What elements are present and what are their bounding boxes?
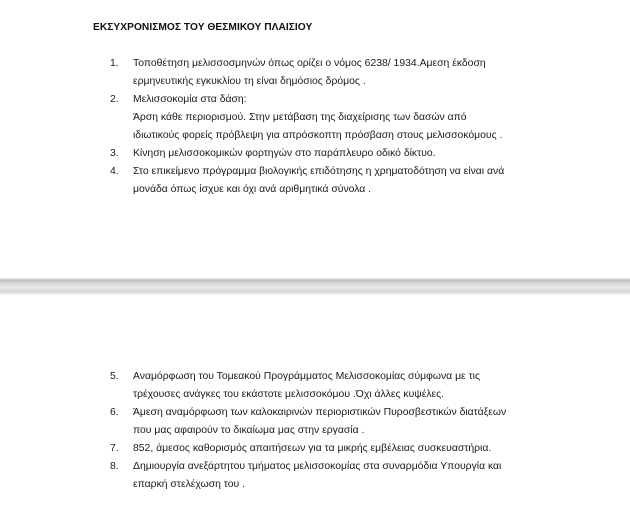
list-item-number: 6. [110, 407, 119, 418]
list-item-number: 5. [110, 371, 119, 382]
page-break-separator [0, 278, 630, 296]
list-item-text-line: Μελισσοκομία στα δάση: [133, 94, 247, 105]
list-item-text-line: ιδιωτικούς φορείς πρόβλεψη για απρόσκοπτη πρόσβαση στους μελισσοκόμους . [133, 130, 503, 141]
list-item-text-line: Άμεση αναμόρφωση των καλοκαιρινών περιοριστικών Πυροσβεστικών διατάξεων [133, 407, 507, 418]
list-item-text-line: 852, άμεσος καθορισμός απαιτήσεων για τα μικρής εμβέλειας συσκευαστήρια. [133, 443, 492, 454]
list-item-number: 3. [110, 148, 119, 159]
list-item-text-line: Δημιουργία ανεξάρτητου τμήματος μελισσοκομίας στα συναρμόδια Υπουργία και [133, 461, 502, 472]
list-item-number: 1. [110, 58, 119, 69]
list-item-text-line: Στο επικείμενο πρόγραμμα βιολογικής επιδότησης η χρηματοδότηση να είναι ανά [133, 166, 505, 177]
list-item-text-line: Αναμόρφωση του Τομεακού Προγράμματος Μελισσοκομίας σύμφωνα με τις [133, 371, 480, 382]
list-item-number: 2. [110, 94, 119, 105]
list-item-text-line: ερμηνευτικής εγκυκλίου τη είναι δημόσιος δρόμος . [133, 76, 366, 87]
list-item-number: 8. [110, 461, 119, 472]
list-item-text-line: Τοποθέτηση μελισσοσμηνών όπως ορίζει ο νόμος 6238/ 1934.Αμεση έκδοση [133, 58, 486, 69]
list-item-number: 4. [110, 166, 119, 177]
list-item-number: 7. [110, 443, 119, 454]
list-item-text-line: τρέχουσες ανάγκες του εκάστοτε μελισσοκόμου .Όχι άλλες κυψέλες. [133, 389, 445, 400]
list-item-text-line: που μας αφαιρούν το δικαίωμα μας στην εργασία . [133, 425, 365, 436]
list-item-text-line: Κίνηση μελισσοκομικών φορτηγών στο παράπλευρο οδικό δίκτυο. [133, 148, 436, 159]
list-item-text-line: Άρση κάθε περιορισμού. Στην μετάβαση της διαχείρισης των δασών από [133, 112, 467, 123]
list-item-text-line: μονάδα όπως ίσχυε και όχι ανά αριθμητικά σύνολα . [133, 184, 372, 195]
list-item-text-line: επαρκή στελέχωση του . [133, 479, 245, 490]
document-page-2 [0, 296, 630, 516]
section-heading: ΕΚΣΥΧΡΟΝΙΣΜΟΣ ΤΟΥ ΘΕΣΜΙΚΟΥ ΠΛΑΙΣΙΟΥ [93, 22, 313, 33]
